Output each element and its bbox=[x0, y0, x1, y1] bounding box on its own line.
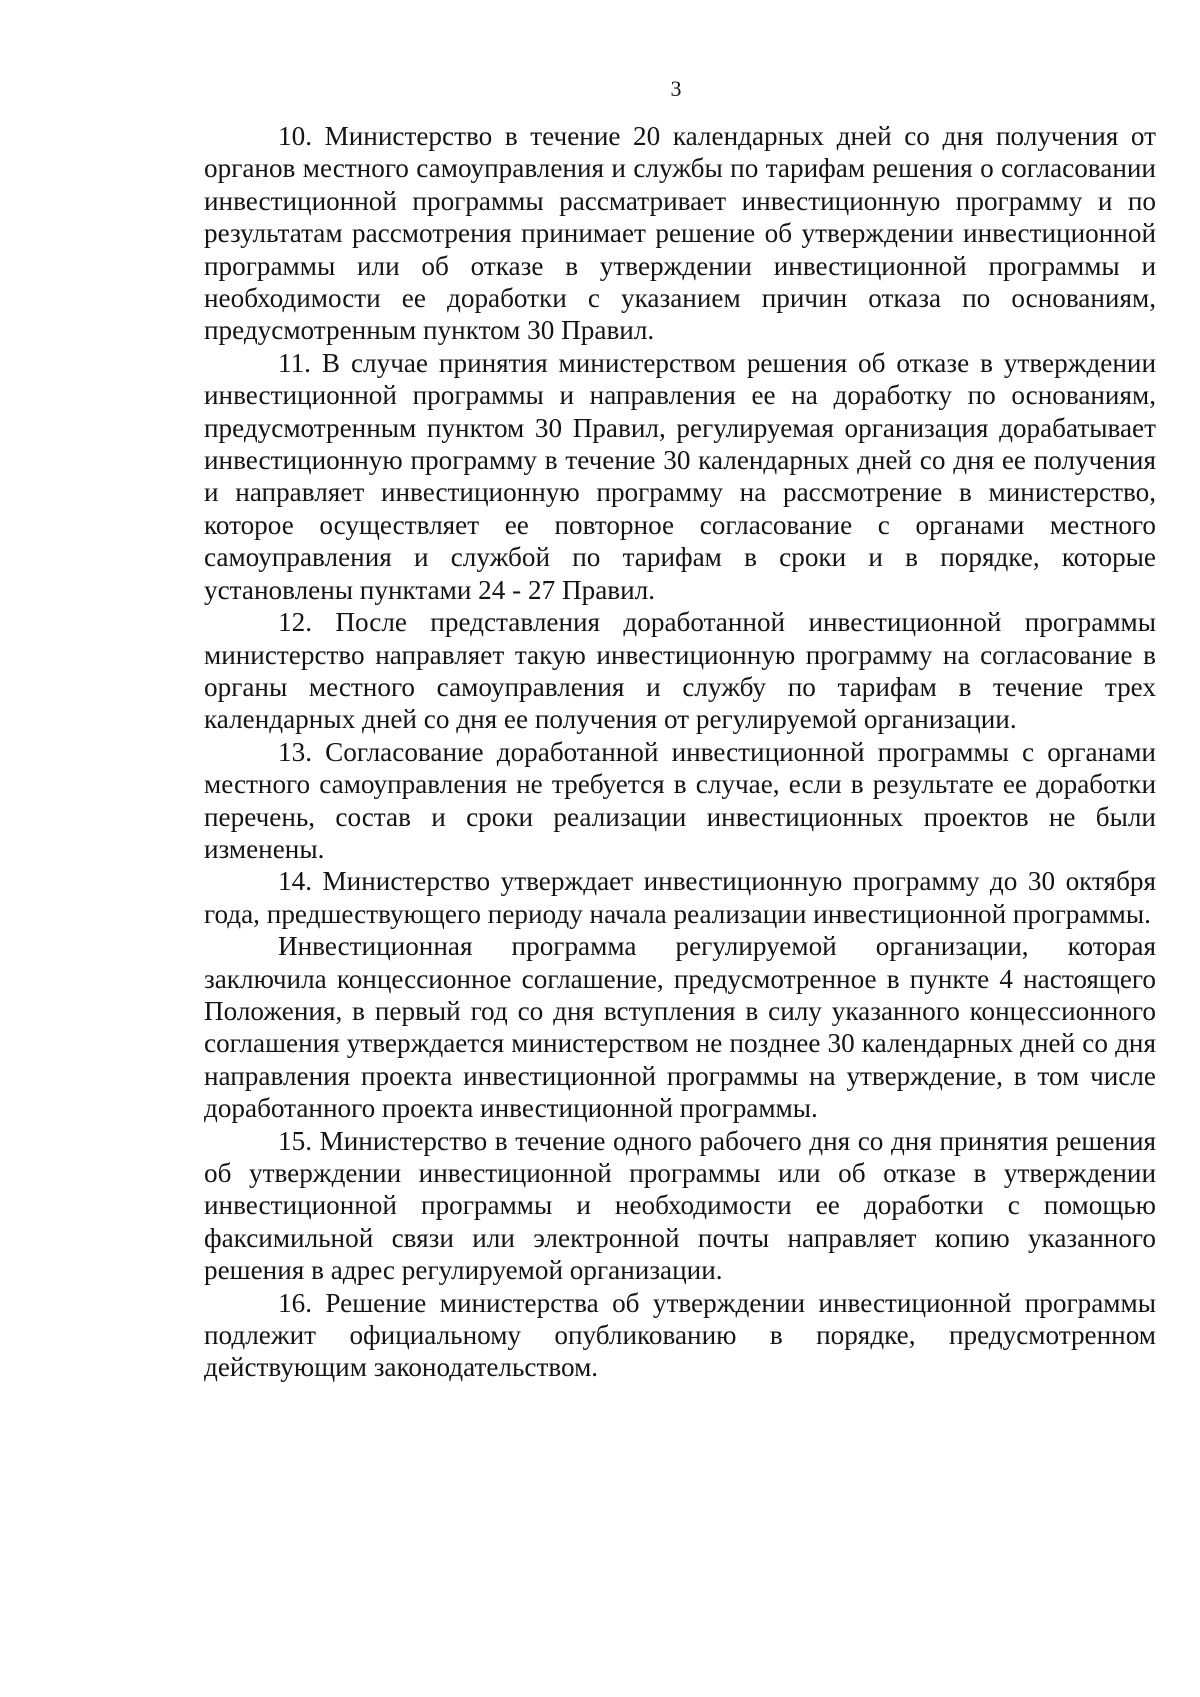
paragraph-16: 16. Решение министерства об утверждении инвестиционной программы подлежит официальному опубликованию в порядке, предусмотренном действующим законодательством. bbox=[204, 1287, 1156, 1383]
paragraph-15: 15. Министерство в течение одного рабочего дня со дня принятия решения об утверждении инвестиционной программы или об отказе в утверждении инвестиционной программы и необходимости ее доработки с помощью факсимильной связи или электронной почты направляет копию указанного решения в адрес регулируемой организации. bbox=[204, 1125, 1156, 1286]
paragraph-11: 11. В случае принятия министерством решения об отказе в утверждении инвестиционной программы и направления ее на доработку по основаниям, предусмотренным пунктом 30 Правил, регулируемая организация дорабатывает инвестиционную программу в течение 30 календарных дней со дня ее получения и направляет инвестиционную программу на рассмотрение в министерство, которое осуществляет ее повторное согласование с органами местного самоуправления и службой по тарифам в сроки и в порядке, которые установлены пунктами 24 - 27 Правил. bbox=[204, 347, 1156, 605]
page-number: 3 bbox=[670, 76, 682, 101]
document-body bbox=[204, 120, 1156, 1384]
paragraph-14-concession: Инвестиционная программа регулируемой организации, которая заключила концессионное соглашение, предусмотренное в пункте 4 настоящего Положения, в первый год со дня вступления в силу указанного концессионного соглашения утверждается министерством не позднее 30 календарных дней со дня направления проекта инвестиционной программы на утверждение, в том числе доработанного проекта инвестиционной программы. bbox=[204, 931, 1156, 1124]
paragraph-12: 12. После представления доработанной инвестиционной программы министерство направляет такую инвестиционную программу на согласование в органы местного самоуправления и службу по тарифам в течение трех календарных дней со дня ее получения от регулируемой организации. bbox=[204, 607, 1156, 735]
paragraph-14: 14. Министерство утверждает инвестиционную программу до 30 октября года, предшествующего периоду начала реализации инвестиционной программы. bbox=[204, 866, 1156, 929]
paragraph-13: 13. Согласование доработанной инвестиционной программы с органами местного самоуправления не требуется в случае, если в результате ее доработки перечень, состав и сроки реализации инвестиционных проектов не были изменены. bbox=[204, 736, 1156, 864]
paragraph-10: 10. Министерство в течение 20 календарных дней со дня получения от органов местного самоуправления и службы по тарифам решения о согласовании инвестиционной программы рассматривает инвестиционную программу и по результатам рассмотрения принимает решение об утверждении инвестиционной программы или об отказе в утверждении инвестиционной программы и необходимости ее доработки с указанием причин отказа по основаниям, предусмотренным пунктом 30 Правил. bbox=[204, 121, 1156, 346]
